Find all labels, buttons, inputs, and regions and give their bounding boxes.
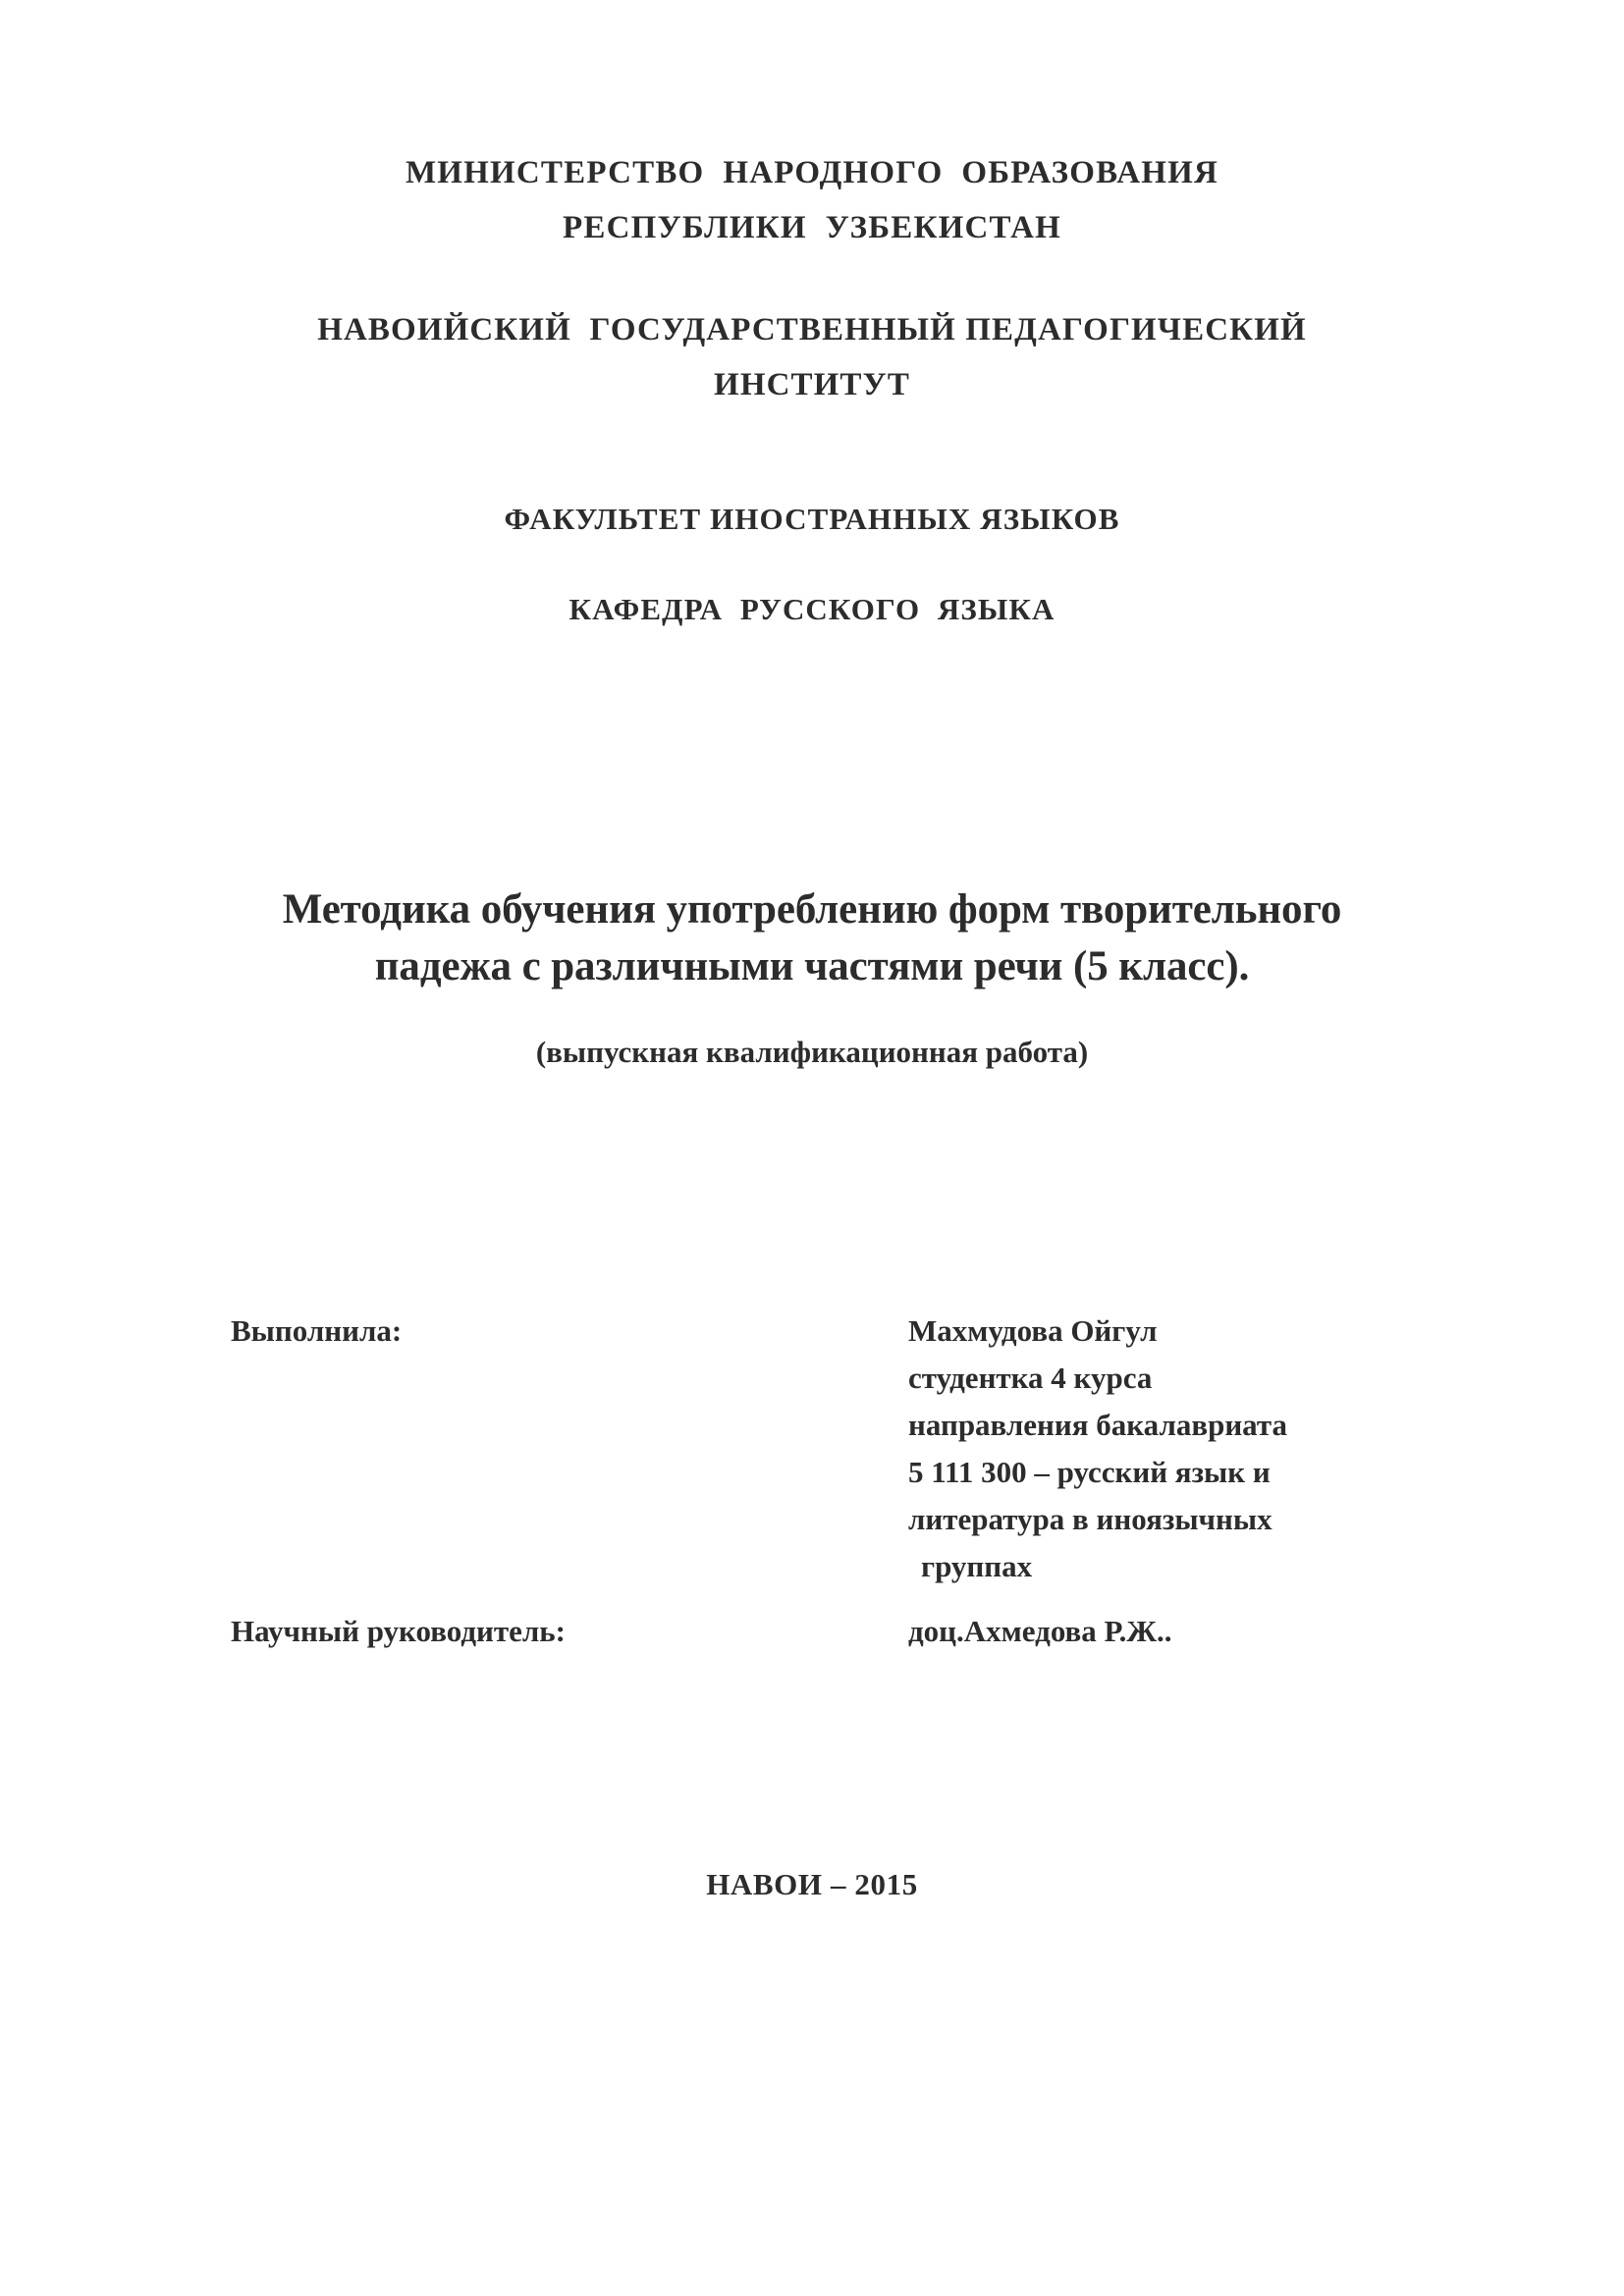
- faculty-department-block: [0, 495, 1624, 634]
- author-details: [908, 1308, 1458, 1590]
- place-and-year: НАВОИ – 2015: [706, 1867, 918, 1901]
- institute-name: [0, 302, 1624, 412]
- author-course: студентка 4 курса: [908, 1361, 1153, 1395]
- institute-line-2: ИНСТИТУТ: [714, 367, 910, 402]
- thesis-title-line-1: Методика обучения употреблению форм творительного: [282, 886, 1342, 933]
- author-row: [0, 1308, 1624, 1583]
- ministry-line-2: РЕСПУБЛИКИ УЗБЕКИСТАН: [563, 210, 1061, 245]
- supervisor-name: доц.Ахмедова Р.Ж..: [908, 1614, 1172, 1648]
- institute-line-1: НАВОИЙСКИЙ ГОСУДАРСТВЕННЫЙ ПЕДАГОГИЧЕСКИЙ: [317, 312, 1307, 347]
- supervisor-row: [0, 1608, 1624, 1655]
- ministry-name: [0, 145, 1624, 255]
- header-block: [0, 145, 1624, 634]
- thesis-subtitle: (выпускная квалификационная работа): [535, 1035, 1089, 1069]
- author-programme-continued: литература в иноязычных: [908, 1502, 1272, 1536]
- supervisor-label: Научный руководитель:: [231, 1614, 566, 1648]
- department-name: КАФЕДРА РУССКОГО ЯЗЫКА: [568, 592, 1056, 626]
- thesis-title-line-2: падежа с различными частями речи (5 класс).: [374, 943, 1250, 989]
- ministry-line-1: МИНИСТЕРСТВО НАРОДНОГО ОБРАЗОВАНИЯ: [405, 155, 1219, 190]
- author-name: Махмудова Ойгул: [908, 1313, 1158, 1348]
- supervisor-block: [0, 1608, 1624, 1655]
- author-group: группах: [921, 1549, 1033, 1583]
- author-block: [0, 1308, 1624, 1583]
- author-programme-code: 5 111 300 – русский язык и: [908, 1455, 1271, 1489]
- faculty-name: ФАКУЛЬТЕТ ИНОСТРАННЫХ ЯЗЫКОВ: [504, 502, 1120, 536]
- author-programme: направления бакалавриата: [908, 1408, 1287, 1442]
- thesis-title: [145, 881, 1479, 995]
- author-label: Выполнила:: [231, 1313, 403, 1348]
